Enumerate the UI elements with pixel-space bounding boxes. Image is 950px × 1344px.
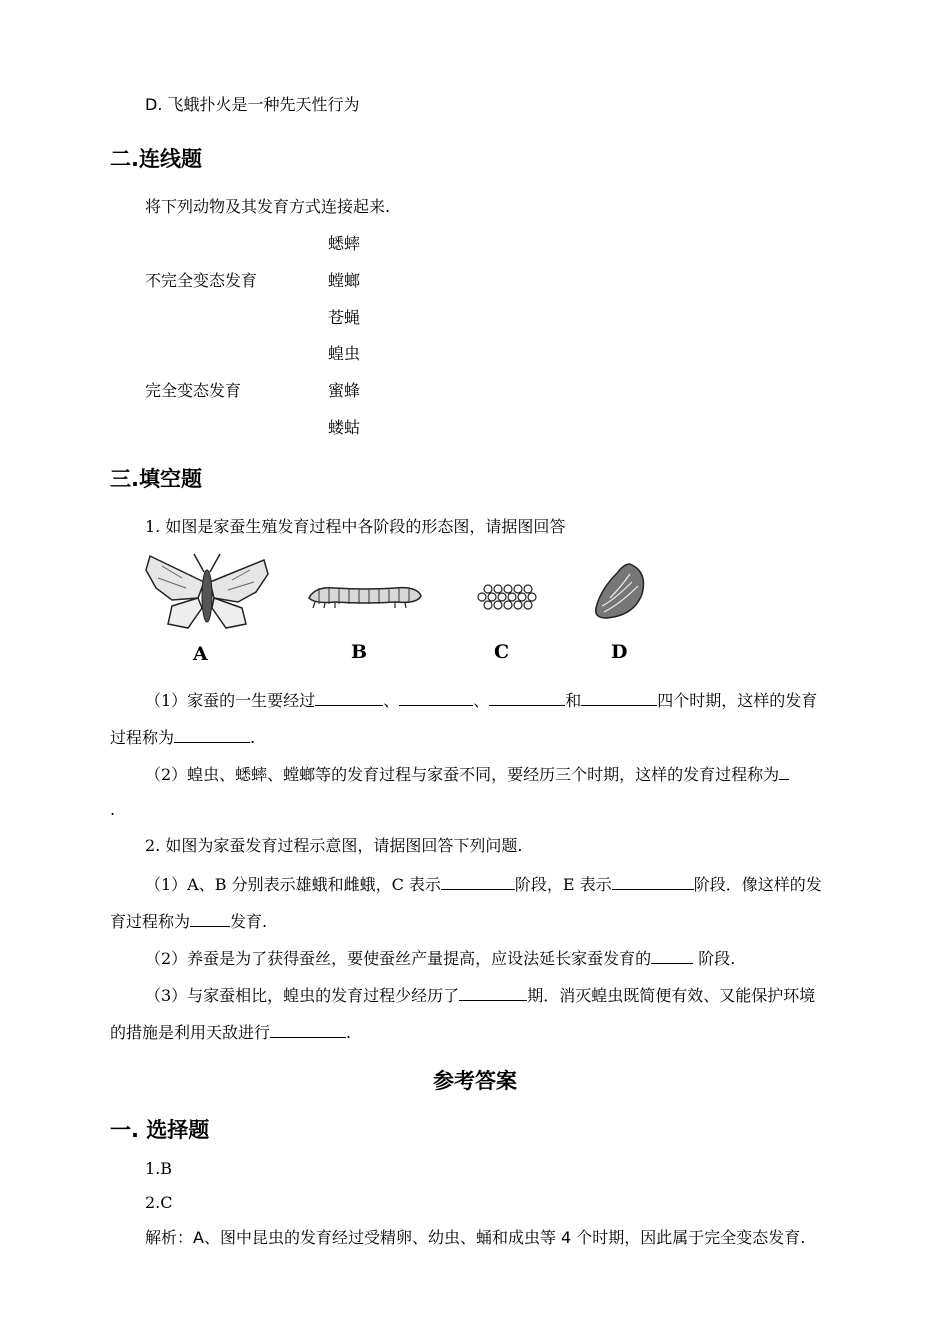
q2-part1-line2: 育过程称为 发育.: [110, 912, 268, 931]
eggs-figure: [474, 582, 544, 610]
answers-section-title: 一. 选择题: [110, 1118, 210, 1142]
matching-right-item: 蝼蛄: [328, 418, 361, 437]
q1-part2: （2）蝗虫、蟋蟀、螳螂等的发育过程与家蚕不同，要经历三个时期，这样的发育过程称为: [145, 763, 789, 785]
answer-blank[interactable]: [441, 873, 515, 890]
section-title-fill: 三.填空题: [110, 467, 202, 491]
matching-instruction: 将下列动物及其发育方式连接起来.: [145, 197, 391, 216]
q1-part1-line2: 过程称为 .: [110, 728, 256, 747]
figure-label: B: [351, 641, 368, 663]
q2-part3-line2: 的措施是利用天敌进行 .: [110, 1023, 352, 1042]
figure-label: A: [193, 643, 208, 665]
answer-blank[interactable]: [190, 910, 230, 927]
answer-blank[interactable]: [174, 726, 250, 743]
matching-right-item: 蜜蜂: [328, 381, 361, 400]
answer-analysis: 解析：A、图中昆虫的发育经过受精卵、幼虫、蛹和成虫等 4 个时期，因此属于完全变态发育.: [145, 1228, 806, 1247]
q2-part1-line1: （1）A、B 分别表示雄蛾和雌蛾，C 表示 阶段，E 表示 阶段．像这样的发: [145, 875, 822, 894]
q2-stem: 2. 如图为家蚕发育过程示意图，请据图回答下列问题.: [145, 836, 523, 855]
answer-item: 2.C: [145, 1193, 173, 1212]
answer-blank[interactable]: [612, 873, 694, 890]
figure-label: C: [494, 641, 510, 663]
answers-title: 参考答案: [433, 1069, 517, 1093]
answer-blank[interactable]: [459, 984, 527, 1001]
answer-blank[interactable]: [651, 947, 693, 964]
moth-figure: [142, 548, 272, 633]
matching-right-item: 苍蝇: [328, 308, 361, 327]
pupa-figure: [590, 560, 650, 622]
matching-right-item: 蟋蟀: [328, 234, 361, 253]
answer-blank[interactable]: [779, 763, 789, 780]
answer-blank[interactable]: [270, 1021, 346, 1038]
larva-figure: [305, 578, 425, 610]
answer-blank[interactable]: [399, 689, 473, 706]
q1-stem: 1. 如图是家蚕生殖发育过程中各阶段的形态图，请据图回答: [145, 517, 566, 536]
section-title-matching: 二.连线题: [110, 147, 202, 171]
figure-label: D: [611, 641, 628, 663]
matching-right-item: 蝗虫: [328, 344, 361, 363]
answer-blank[interactable]: [315, 689, 383, 706]
option-d: D. 飞蛾扑火是一种先天性行为: [145, 95, 360, 114]
q2-part2: （2）养蚕是为了获得蚕丝，要使蚕丝产量提高，应设法延长家蚕发育的 阶段.: [145, 949, 736, 968]
answer-blank[interactable]: [581, 689, 657, 706]
answer-blank[interactable]: [489, 689, 565, 706]
matching-left-item: 不完全变态发育: [145, 271, 258, 290]
matching-left-item: 完全变态发育: [145, 381, 242, 400]
matching-right-item: 螳螂: [328, 271, 361, 290]
q1-part2-end: .: [110, 800, 116, 819]
q1-part1-line1: （1）家蚕的一生要经过 、 、 和 四个时期，这样的发育: [145, 691, 818, 710]
answer-item: 1.B: [145, 1159, 173, 1178]
q2-part3-line1: （3）与家蚕相比，蝗虫的发育过程少经历了 期．消灭蝗虫既简便有效、又能保护环境: [145, 986, 816, 1005]
